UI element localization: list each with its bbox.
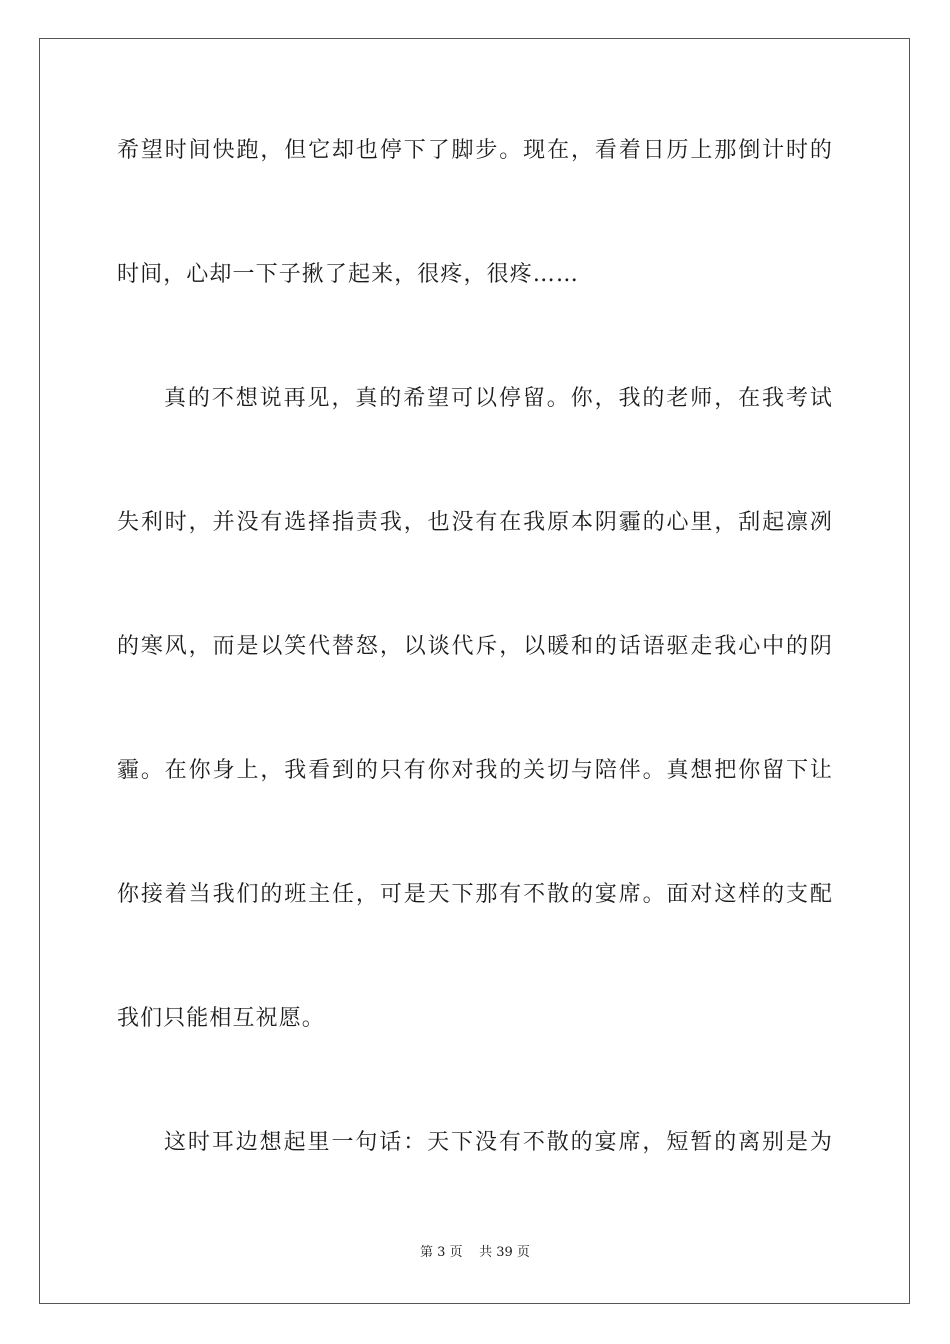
total-pages: 共 39 页 <box>479 1245 530 1260</box>
paragraph-line-5: 的寒风，而是以笑代替怒，以谈代斥，以暖和的话语驱走我心中的阴 <box>117 634 833 659</box>
paragraph-line-2: 时间，心却一下子揪了起来，很疼，很疼…… <box>117 262 580 287</box>
paragraph-line-3: 真的不想说再见，真的希望可以停留。你，我的老师，在我考试 <box>164 386 833 411</box>
paragraph-line-1: 希望时间快跑，但它却也停下了脚步。现在，看着日历上那倒计时的 <box>117 138 833 163</box>
paragraph-line-6: 霾。在你身上，我看到的只有你对我的关切与陪伴。真想把你留下让 <box>117 758 833 783</box>
paragraph-line-9: 这时耳边想起里一句话：天下没有不散的宴席，短暂的离别是为 <box>164 1130 833 1155</box>
page-footer <box>0 1244 950 1262</box>
paragraph-line-7: 你接着当我们的班主任，可是天下那有不散的宴席。面对这样的支配 <box>117 882 833 907</box>
page-border <box>39 38 910 1304</box>
paragraph-line-4: 失利时，并没有选择指责我，也没有在我原本阴霾的心里，刮起凛冽 <box>117 510 833 535</box>
paragraph-line-8: 我们只能相互祝愿。 <box>117 1006 325 1031</box>
page-number: 第 3 页 <box>420 1245 463 1260</box>
